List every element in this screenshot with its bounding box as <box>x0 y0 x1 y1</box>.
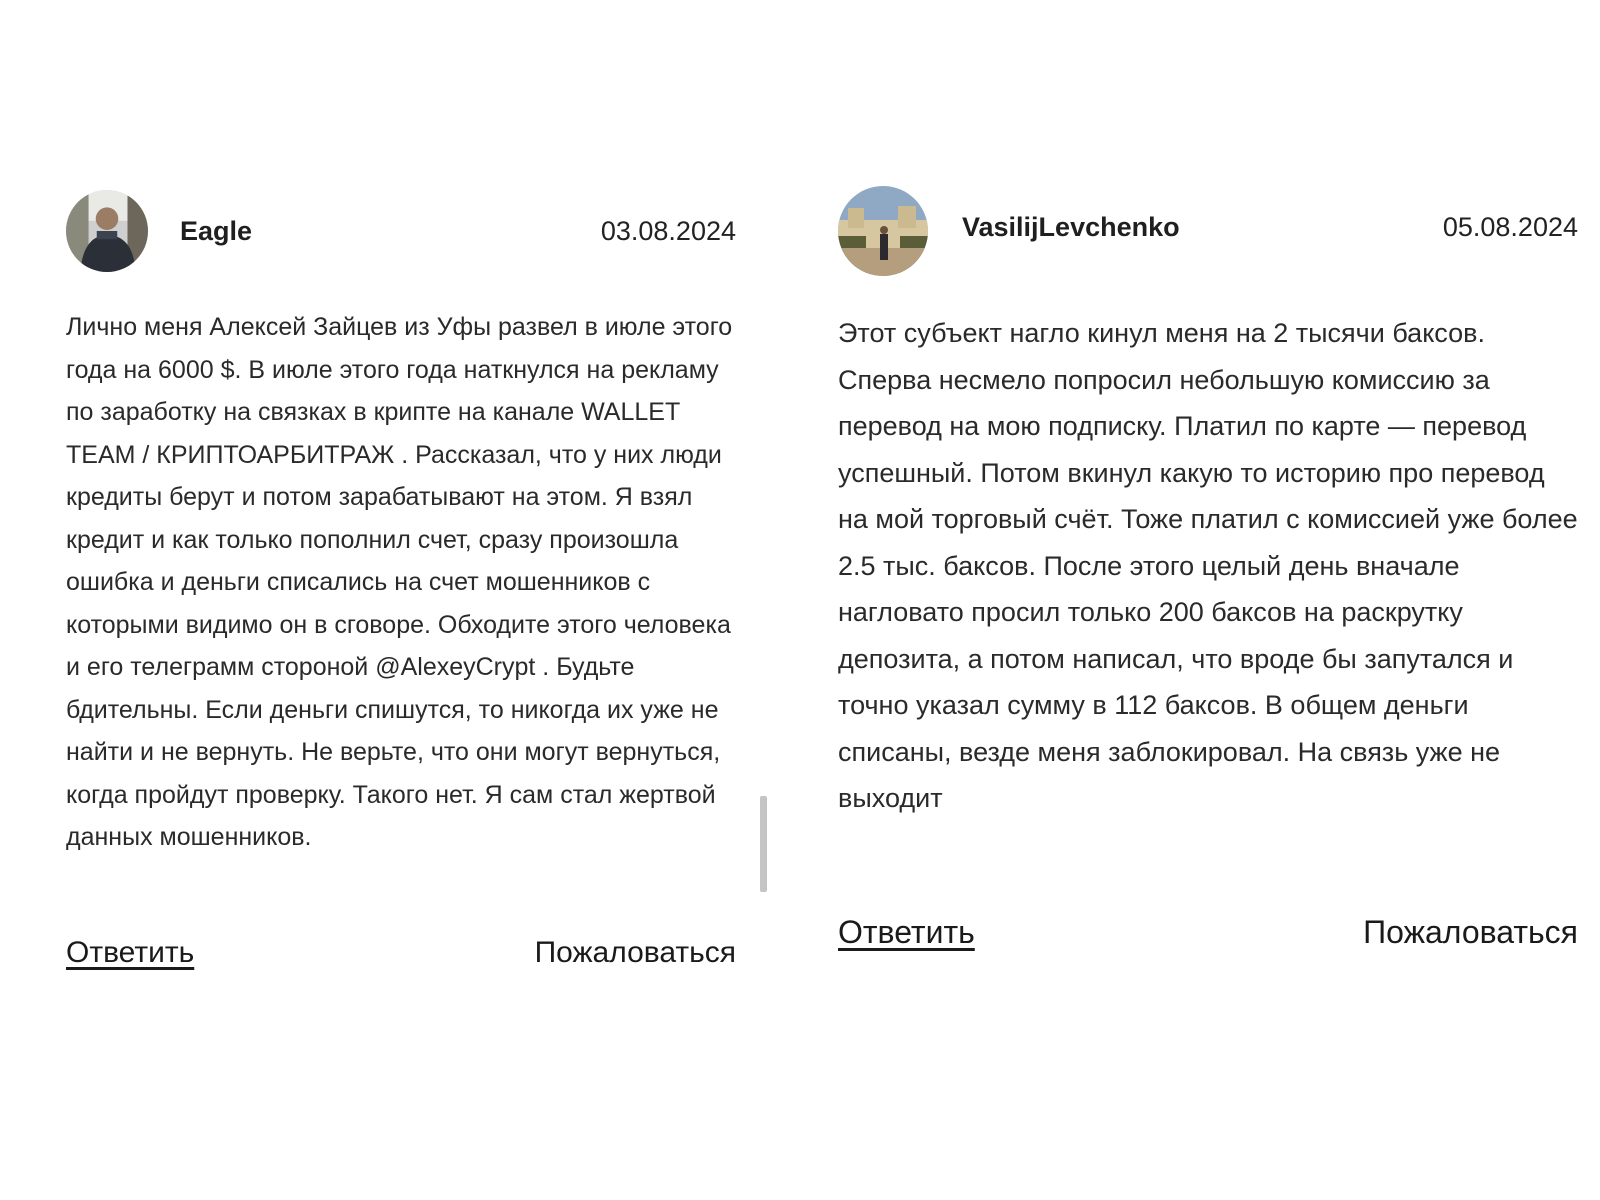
review-actions <box>66 936 736 980</box>
avatar-photo-icon <box>66 190 148 272</box>
reply-link[interactable]: Ответить <box>66 936 195 969</box>
review-header <box>838 188 1578 274</box>
user-avatar-icon[interactable] <box>66 190 148 272</box>
review-card <box>66 190 736 1010</box>
review-text: Лично меня Алексей Зайцев из Уфы развел в июле этого года на 6000 $. В июле этого года наткнулся на рекламу по заработку на связках в крипте на канале WALLET TEAM / КРИПТОАРБИТРАЖ . Рассказал, что у них люди кредиты берут и потом зарабатывают на этом. Я взял кредит и как только пополнил счет, сразу произошла ошибка и деньги списались на счет мошенников с которыми видимо он в сговоре. Обходите этого человека и его телеграмм стороной @AlexeyCrypt . Будьте бдительны. Если деньги спишутся, то никогда их уже не найти и не вернуть. Не верьте, что они могут вернуться, когда пройдут проверку. Такого нет. Я сам стал жертвой данных мошенников. <box>66 313 733 851</box>
author-name[interactable]: Eagle <box>180 216 253 246</box>
reply-link[interactable]: Ответить <box>838 914 975 950</box>
review-date: 05.08.2024 <box>1442 212 1578 242</box>
avatar-photo-icon <box>838 186 928 276</box>
review-header <box>66 190 736 276</box>
review-date: 03.08.2024 <box>600 216 736 246</box>
text-scrollbar[interactable] <box>760 796 767 892</box>
review-actions <box>838 914 1578 958</box>
review-text: Этот субъект нагло кинул меня на 2 тысячи баксов. Сперва несмело попросил небольшую комиссию за перевод на мою подписку. Платил по карте — перевод успешный. Потом вкинул какую то историю про перевод на мой торговый счёт. Тоже платил с комиссией уже более 2.5 тыс. баксов. После этого целый день вначале нагловато просил только 200 баксов на раскрутку депозита, а потом написал, что вроде бы запутался и точно указал сумму в 112 баксов. В общем деньги списаны, везде меня заблокировал. На связь уже не выходит <box>838 318 1578 813</box>
complain-link[interactable]: Пожаловаться <box>534 936 736 969</box>
complain-link[interactable]: Пожаловаться <box>1363 914 1578 950</box>
review-card <box>838 188 1578 1008</box>
author-name[interactable]: VasilijLevchenko <box>962 212 1180 242</box>
user-avatar-icon[interactable] <box>838 186 928 276</box>
